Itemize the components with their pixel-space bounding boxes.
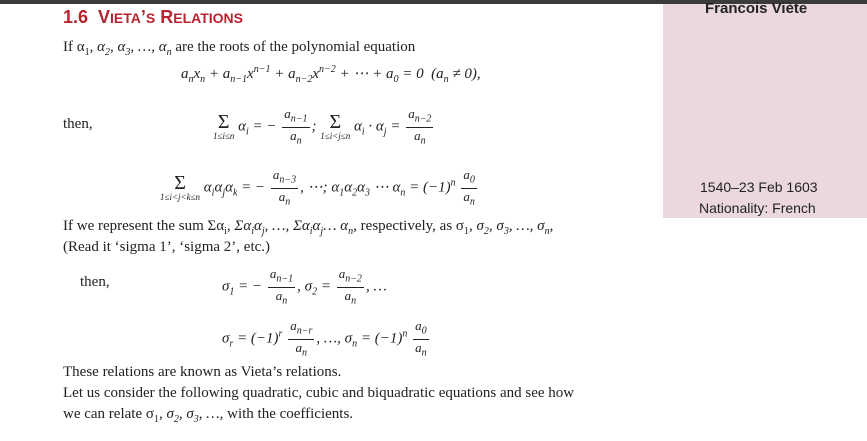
consider-line: Let us consider the following quadratic, cubic and biquadratic equations and see how — [63, 385, 575, 401]
sigma-relations-1: $\sigma_1$ = − $\frac{a_{n-1}}{a_n}$ , $\sigma_2$ = $\frac{a_{n-2}}{a_n}$ , … — [222, 266, 387, 307]
section-heading: 1.6 VIETA’S RELATIONS — [63, 7, 244, 27]
relate-line: we can relate $\sigma_1$, $\sigma_2$, $\sigma_3$, …, with the coefficients. — [63, 406, 354, 425]
vieta-sum-2: Σ 1≤i<j<k≤n $\alpha_i\alpha_j\alpha_k$ = − $\frac{a_{n-3}}{a_n}$ , ⋯; $\alpha_1\alpha_2\alpha_3$ ⋯ $\alpha_n = (-1)^n$ $\frac{a_0}{a_n}$ — [160, 167, 475, 208]
document-page — [0, 4, 660, 441]
person-dates: 1540–23 Feb 1603 — [700, 179, 818, 195]
intro-line: If $\alpha_1$, $\alpha_2$, $\alpha_3$, …, $\alpha_n$ are the roots of the polynomial equation — [63, 39, 416, 58]
then-label-1: then, — [63, 116, 93, 132]
vieta-sum-1: Σ 1≤i≤n $\alpha_i$ = − $\frac{a_{n-1}}{a_n}$ ; Σ 1≤i<j≤n $\alpha_i \cdot \alpha_j$ = $\frac{a_{n-2}}{a_n}$ — [213, 106, 432, 147]
sigma-relations-2: $\sigma_r = (-1)^r$ $\frac{a_{n-r}}{a_n}$ , …, $\sigma_n = (-1)^n$ $\frac{a_0}{a_n}$ — [222, 318, 427, 359]
person-nationality: Nationality: French — [699, 200, 816, 216]
polynomial-equation: $a_nx_n + a_{n-1}x^{n-1} + a_{n-2}x^{n-2}$ + ⋯ + $a_0 = 0$ $(a_n \ne 0)$, — [181, 64, 481, 85]
then-label-2: then, — [80, 274, 110, 290]
known-as-line: These relations are known as Vieta’s relations. — [63, 364, 342, 380]
read-note: (Read it ‘sigma 1’, ‘sigma 2’, etc.) — [63, 239, 271, 255]
sum-notation-line: If we represent the sum $\Sigma\alpha_i$, $\Sigma\alpha_i\alpha_j$, …, $\Sigma\alpha_i\alpha_j\dots$ $\alpha_n$, respectively, as $\sigma_1$, $\sigma_2$, $\sigma_3$, …, $\sigma_n$, — [63, 218, 554, 237]
person-name: Francois Viète — [705, 0, 808, 17]
